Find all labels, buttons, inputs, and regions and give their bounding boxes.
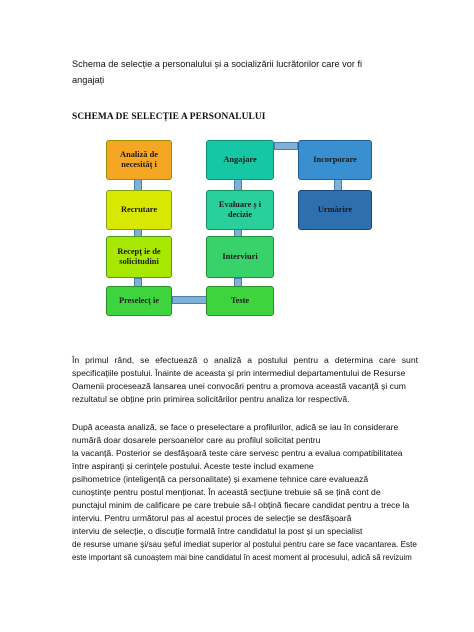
box-receptie: [106, 236, 172, 278]
box-preselectie: [106, 286, 172, 316]
text-line: specificațiile postului. Înainte de aceasta și prin intermediul departamentului de Resurse: [72, 368, 406, 378]
box-label: Incorporare: [313, 155, 357, 164]
text-line: între aspiranți și cerințele postului. Aceste teste includ examene: [72, 461, 314, 471]
paragraph-1: [72, 354, 418, 406]
selection-diagram: [104, 132, 374, 322]
text-line: este important să cunoaștem mai bine candidatul în acest moment al procesului, adică să revizuim: [72, 553, 412, 562]
paragraph-2: [72, 421, 418, 564]
box-urmarire: [298, 190, 372, 230]
text-line: de resurse umane și/sau șeful imediat superior al postului pentru care se face vacantarea. Este: [72, 540, 417, 549]
box-recrutare: [106, 190, 172, 230]
box-label: Interviuri: [222, 252, 258, 261]
text-line: la vacanță. Posterior se desfășoară teste care servesc pentru a evalua compatibilitatea: [72, 448, 403, 458]
box-angajare: [206, 140, 274, 180]
text-line: psihometrice (inteligență ca personalitate) și examene tehnice care evaluează: [72, 474, 369, 484]
box-label: Urmărire: [317, 205, 353, 214]
text-line: rezultatul se obține prin primirea solicitărilor pentru analiza lor respectivă.: [72, 394, 350, 404]
box-evaluare: [206, 190, 274, 230]
section-heading: SCHEMA DE SELECȚIE A PERSONALULUI: [72, 112, 266, 122]
connector: [172, 296, 208, 304]
text-line: numără doar dosarele persoanelor care au profilul solicitat pentru: [72, 435, 321, 445]
text-line: interviu. Pentru următorul pas al acestui proces de selecție se desfășoară: [72, 513, 352, 523]
intro-line: angajați: [72, 75, 105, 85]
text-line: cunoștințe pentru postul menționat. În această secțiune trebuie să se țină cont de: [72, 487, 381, 497]
box-label: Angajare: [223, 155, 257, 164]
box-label: Analiză de necesităț i: [120, 150, 158, 169]
box-teste: [206, 286, 274, 316]
box-analiza: [106, 140, 172, 180]
box-incorporare: [298, 140, 372, 180]
box-label: Evaluare ș i decizie: [218, 200, 262, 219]
box-label: Teste: [230, 296, 250, 305]
box-label: Preselecț ie: [118, 296, 160, 305]
connector: [274, 142, 298, 150]
text-line: După aceasta analiză, se face o preselectare a profilurilor, adică se iau în considerare: [72, 422, 399, 432]
box-interviuri: [206, 236, 274, 278]
text-line: În primul rând, se efectuează o analiză a postului pentru a determina care sunt: [72, 355, 418, 365]
text-line: punctajul minim de calificare pe care trebuie să-l obțină fiecare candidat pentru a trece la: [72, 500, 410, 510]
box-label: Recrutare: [120, 205, 158, 214]
text-line: interviu de selecție, o discuție formală între candidatul la post și un specialist: [72, 526, 363, 536]
text-line: Oamenii procesează lansarea unei convocări pentru a promova această vacanță și cum: [72, 381, 406, 391]
box-label: Recepț ie de solicitudini: [117, 247, 161, 266]
intro-line: Schema de selecție a personalului și a socializării lucrătorilor care vor fi: [72, 59, 363, 69]
intro-text: [72, 56, 402, 88]
